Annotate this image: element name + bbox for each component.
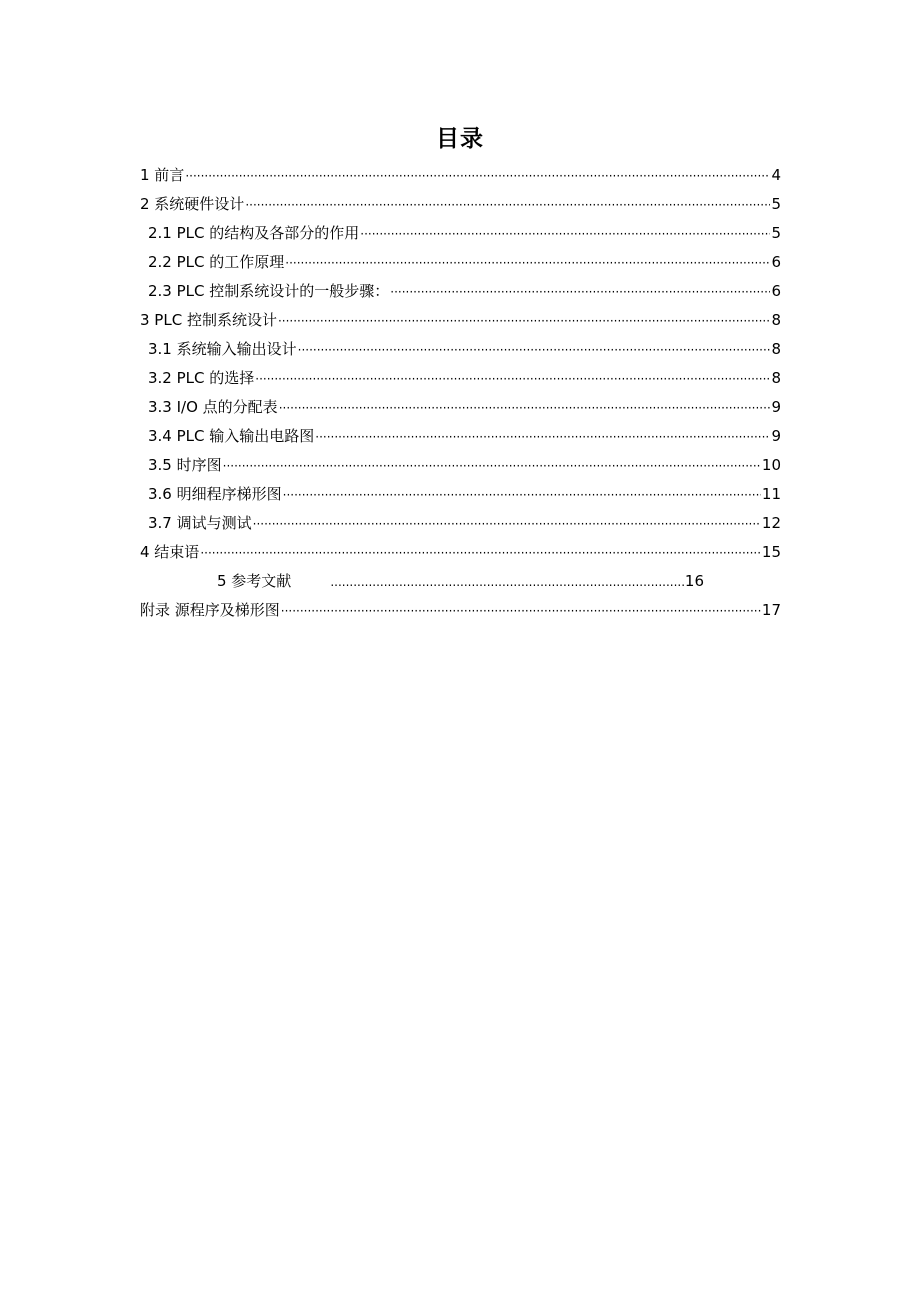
toc-entry-page: 4 [771, 166, 781, 184]
dot-leader [298, 338, 771, 362]
toc-entry-page: 12 [761, 514, 781, 532]
toc-entry-page: 9 [771, 427, 781, 445]
toc-entry-3-5[interactable] [148, 453, 781, 477]
toc-entry-label: 3 PLC 控制系统设计 [140, 311, 277, 329]
toc-entry-label: 2 系统硬件设计 [140, 195, 245, 213]
toc-entry-label: 4 结束语 [140, 543, 200, 561]
dot-leader [245, 193, 770, 217]
toc-entry-page: 15 [761, 543, 781, 561]
toc-entry-page: 9 [771, 398, 781, 416]
toc-entry-label: 2.2 PLC 的工作原理 [148, 253, 285, 271]
toc-entry-page: 6 [771, 253, 781, 271]
toc-entry-2-2[interactable] [148, 250, 781, 274]
toc-entry-label: 3.3 I/O 点的分配表 [148, 398, 278, 416]
toc-entry-page: 16 [684, 572, 704, 590]
toc-entry-label: 3.4 PLC 输入输出电路图 [148, 427, 315, 445]
dot-leader [278, 309, 770, 333]
dot-leader [253, 512, 761, 536]
toc-title: 目录 [436, 126, 484, 152]
dot-leader [330, 570, 684, 594]
dot-leader [360, 222, 770, 246]
toc-entry-page: 8 [771, 369, 781, 387]
toc-entry-page: 10 [761, 456, 781, 474]
toc-entry-page: 5 [771, 195, 781, 213]
toc-entry-label: 3.1 系统输入输出设计 [148, 340, 297, 358]
toc-entry-page: 8 [771, 311, 781, 329]
toc-entry-page: 17 [761, 601, 781, 619]
toc-entry-3-3[interactable] [148, 395, 781, 419]
toc-entry-label: 3.6 明细程序梯形图 [148, 485, 282, 503]
dot-leader [185, 164, 770, 188]
dot-leader [315, 425, 770, 449]
toc-entry-page: 5 [771, 224, 781, 242]
toc-entry-label: 附录 源程序及梯形图 [140, 601, 280, 619]
dot-leader [255, 367, 770, 391]
dot-leader [281, 599, 761, 623]
dot-leader [285, 251, 770, 275]
toc-entry-references[interactable] [217, 569, 704, 593]
toc-entry-label: 3.7 调试与测试 [148, 514, 252, 532]
toc-entry-3-4[interactable] [148, 424, 781, 448]
toc-entry-appendix[interactable] [140, 598, 781, 622]
toc-entry-2-3[interactable] [148, 279, 781, 303]
dot-leader [279, 396, 771, 420]
toc-entry-label: 3.5 时序图 [148, 456, 222, 474]
toc-entry-page: 8 [771, 340, 781, 358]
toc-entry-label: 1 前言 [140, 166, 185, 184]
dot-leader [200, 541, 761, 565]
toc-entry-label: 2.1 PLC 的结构及各部分的作用 [148, 224, 360, 242]
toc-entry-3-6[interactable] [148, 482, 781, 506]
toc-entry-label: 3.2 PLC 的选择 [148, 369, 255, 387]
toc-entry-hardware-design[interactable] [140, 192, 781, 216]
toc-entry-plc-control-design[interactable] [140, 308, 781, 332]
toc-entry-2-1[interactable] [148, 221, 781, 245]
dot-leader [283, 483, 761, 507]
toc-entry-label: 2.3 PLC 控制系统设计的一般步骤： [148, 282, 390, 300]
dot-leader [223, 454, 761, 478]
dot-leader [390, 280, 770, 304]
toc-entry-3-7[interactable] [148, 511, 781, 535]
toc-entry-page: 6 [771, 282, 781, 300]
toc-entry-conclusion[interactable] [140, 540, 781, 564]
toc-entry-label: 5 参考文献 [217, 572, 292, 590]
toc-entry-page: 11 [761, 485, 781, 503]
toc-entry-3-1[interactable] [148, 337, 781, 361]
toc-entry-3-2[interactable] [148, 366, 781, 390]
toc-entry-preface[interactable] [140, 163, 781, 187]
